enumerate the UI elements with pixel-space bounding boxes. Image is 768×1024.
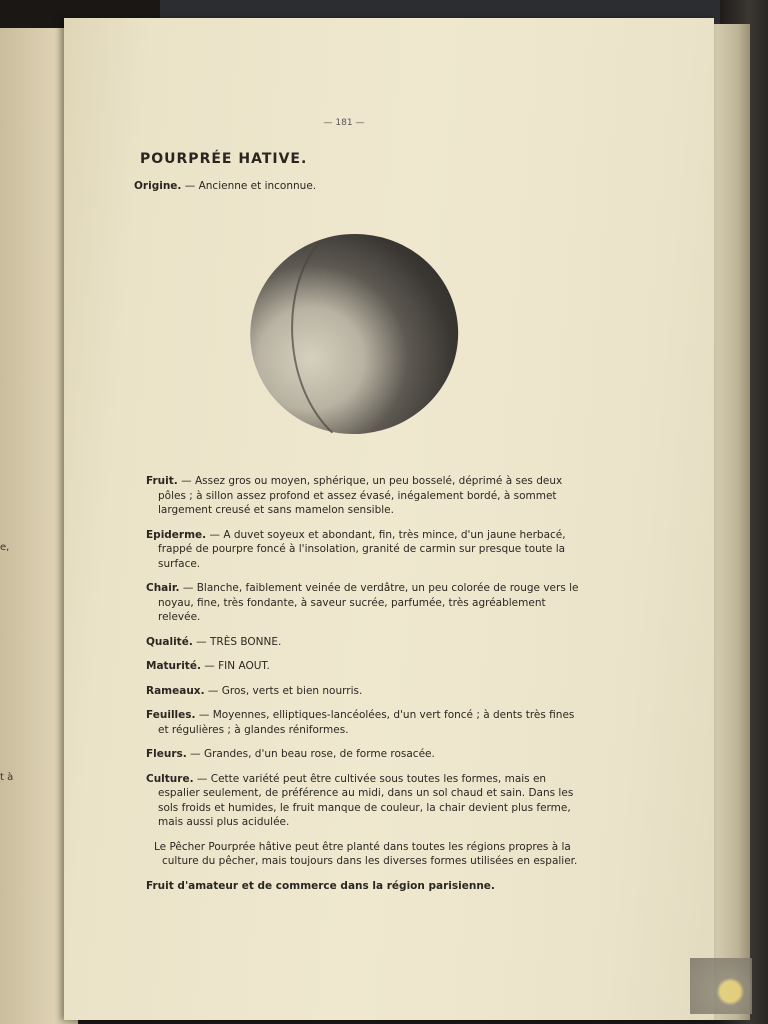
entry-text: — Blanche, faiblement veinée de verdâtre, un peu colorée de rouge vers le noyau, fine, très fondante, à saveur sucrée, parfumée, très agréablement relevée.: [158, 582, 579, 623]
description-block: [146, 474, 586, 893]
entry-label: Fleurs.: [146, 748, 187, 760]
entry-label: Fruit.: [146, 475, 178, 487]
entry-text: — Moyennes, elliptiques-lancéolées, d'un vert foncé ; à dents très fines et régulières ; à glandes réniformes.: [158, 709, 575, 736]
entry-epiderme: [146, 528, 586, 572]
photographer-thumb: [690, 958, 752, 1014]
entry-text: — A duvet soyeux et abondant, fin, très mince, d'un jaune herbacé, frappé de pourpre foncé à l'insolation, granité de carmin sur presque toute la surface.: [158, 528, 566, 570]
entry-text: — Grandes, d'un beau rose, de forme rosacée.: [186, 748, 435, 760]
entry-qualite: [146, 635, 586, 650]
left-page-fragment: t à: [0, 772, 14, 783]
entry-label: Qualité.: [146, 635, 193, 648]
entry-label: Rameaux.: [146, 684, 205, 697]
entry-text: — Assez gros ou moyen, sphérique, un peu bosselé, déprimé à ses deux pôles ; à sillon assez profond et assez évasé, inégalement bordé, à sommet largement creusé et sans mamelon sensible.: [158, 475, 563, 516]
entry-text: — Gros, verts et bien nourris.: [204, 684, 363, 697]
entry-chair: [146, 581, 586, 625]
entry-label: Chair.: [146, 582, 180, 594]
entry-culture: [146, 772, 586, 830]
entry-label: Culture.: [146, 772, 194, 785]
page-number: — 181 —: [323, 118, 365, 128]
closing-line: Fruit d'amateur et de commerce dans la région parisienne.: [146, 879, 495, 892]
entry-text: — Cette variété peut être cultivée sous toutes les formes, mais en espalier seulement, de préférence au midi, dans un sol chaud et sain. Dans les sols froids et humides, le fruit manque de couleur, la chair devient plus ferme, mais aussi plus acidulée.: [158, 772, 574, 828]
culture-paragraph: Le Pêcher Pourprée hâtive peut être planté dans toutes les régions propres à la culture du pêcher, mais toujours dans les diverses formes utilisées en espalier.: [154, 840, 578, 867]
entry-text: — TRÈS BONNE.: [192, 635, 282, 648]
origin-line: [134, 180, 316, 192]
origin-text: — Ancienne et inconnue.: [181, 180, 317, 192]
entry-label: Feuilles.: [146, 709, 196, 721]
book-page: [64, 18, 714, 1020]
page-title: POURPRÉE HATIVE.: [140, 151, 308, 167]
origin-label: Origine.: [134, 180, 182, 192]
entry-fruit: [146, 474, 586, 518]
entry-fleurs: [146, 747, 586, 762]
entry-feuilles: [146, 708, 586, 737]
peach-body: [240, 224, 468, 445]
entry-maturite: [146, 659, 586, 674]
entry-label: Epiderme.: [146, 528, 207, 541]
left-page-fragment: e,: [0, 542, 10, 553]
entry-rameaux: [146, 684, 586, 699]
peach-photo: [238, 216, 471, 449]
entry-text: — FIN AOUT.: [200, 660, 270, 672]
entry-label: Maturité.: [146, 660, 201, 672]
